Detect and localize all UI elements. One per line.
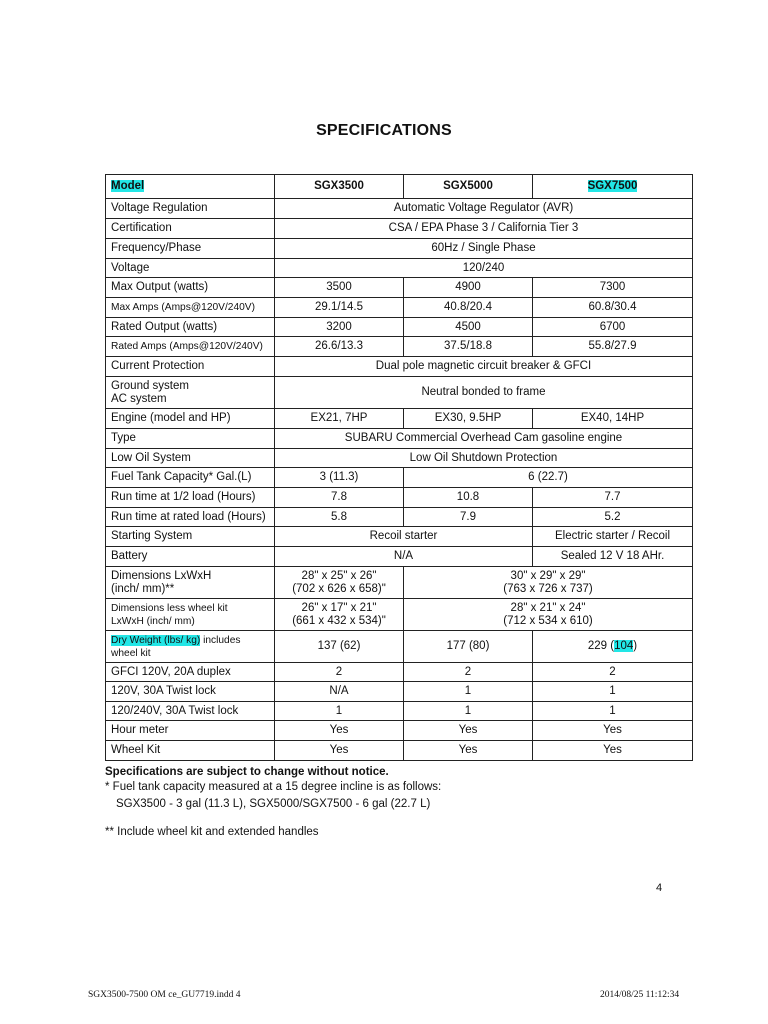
table-header-row — [106, 175, 693, 199]
row-value: Automatic Voltage Regulator (AVR) — [275, 199, 693, 219]
table-row — [106, 631, 693, 663]
row-label-line: AC system — [111, 392, 167, 405]
weight-suffix: ) — [633, 640, 638, 652]
row-value: 7300 — [533, 278, 693, 298]
row-value: 6700 — [533, 318, 693, 337]
row-value: 1 — [275, 702, 404, 721]
row-value: 137 (62) — [275, 631, 404, 663]
table-row — [106, 547, 693, 567]
row-value: Yes — [404, 741, 533, 761]
table-row — [106, 219, 693, 239]
row-value: Low Oil Shutdown Protection — [275, 449, 693, 468]
dimension-line: 30" x 29" x 29" — [510, 569, 586, 582]
row-label: Max Output (watts) — [106, 278, 275, 298]
row-label: Voltage — [106, 259, 275, 278]
row-value — [404, 567, 693, 599]
dry-weight-highlight: Dry Weight (lbs/ kg) — [111, 634, 201, 646]
row-label: Battery — [106, 547, 275, 567]
table-row — [106, 468, 693, 488]
row-value: 7.8 — [275, 488, 404, 508]
row-value: 40.8/20.4 — [404, 298, 533, 318]
row-label: GFCI 120V, 20A duplex — [106, 663, 275, 682]
row-value — [404, 599, 693, 631]
row-value: 2 — [533, 663, 693, 682]
footer-filename: SGX3500-7500 OM ce_GU7719.indd 4 — [88, 990, 241, 1000]
table-row — [106, 239, 693, 259]
page-number: 4 — [656, 882, 663, 894]
table-row — [106, 567, 693, 599]
row-value: 3500 — [275, 278, 404, 298]
fuel-note-detail: SGX3500 - 3 gal (11.3 L), SGX5000/SGX7500 - 6 gal (22.7 L) — [116, 798, 431, 810]
row-value: Yes — [533, 741, 693, 761]
row-label: Run time at rated load (Hours) — [106, 508, 275, 527]
row-label: Engine (model and HP) — [106, 409, 275, 429]
table-row — [106, 259, 693, 278]
table-row — [106, 278, 693, 298]
row-value: 1 — [404, 702, 533, 721]
row-value: 26.6/13.3 — [275, 337, 404, 357]
row-value: 7.7 — [533, 488, 693, 508]
model-sgx7500: SGX7500 — [587, 180, 638, 192]
table-row — [106, 702, 693, 721]
dimension-line: 28" x 25" x 26" — [301, 569, 377, 582]
row-value: Electric starter / Recoil — [533, 527, 693, 547]
dimension-line: (702 x 626 x 658)" — [292, 582, 386, 595]
footer-timestamp: 2014/08/25 11:12:34 — [600, 990, 680, 1000]
row-value: Neutral bonded to frame — [275, 377, 693, 409]
row-value: 60.8/30.4 — [533, 298, 693, 318]
wheel-kit-note: ** Include wheel kit and extended handles — [105, 826, 319, 838]
row-label — [106, 567, 275, 599]
model-header-label: Model — [111, 180, 145, 192]
row-label: Run time at 1/2 load (Hours) — [106, 488, 275, 508]
specifications-table — [105, 174, 693, 761]
row-label-line: LxWxH (inch/ mm) — [111, 615, 195, 627]
table-row — [106, 682, 693, 702]
row-label: Voltage Regulation — [106, 199, 275, 219]
row-value: EX30, 9.5HP — [404, 409, 533, 429]
row-label — [106, 599, 275, 631]
row-label: 120/240V, 30A Twist lock — [106, 702, 275, 721]
row-value: Yes — [275, 741, 404, 761]
row-label: Certification — [106, 219, 275, 239]
row-label: Low Oil System — [106, 449, 275, 468]
model-sgx3500: SGX3500 — [275, 175, 404, 199]
table-row — [106, 357, 693, 377]
row-label: Rated Output (watts) — [106, 318, 275, 337]
row-label: Wheel Kit — [106, 741, 275, 761]
table-row — [106, 527, 693, 547]
row-value — [533, 631, 693, 663]
row-value: 5.8 — [275, 508, 404, 527]
row-value: 29.1/14.5 — [275, 298, 404, 318]
table-row — [106, 199, 693, 219]
table-row — [106, 721, 693, 741]
row-label: Starting System — [106, 527, 275, 547]
table-row — [106, 377, 693, 409]
row-label-line: Ground system — [111, 379, 189, 392]
table-row — [106, 409, 693, 429]
row-value: 3200 — [275, 318, 404, 337]
row-value: 5.2 — [533, 508, 693, 527]
row-label-line: Dimensions LxWxH — [111, 569, 212, 582]
row-value: Dual pole magnetic circuit breaker & GFCI — [275, 357, 693, 377]
table-row — [106, 337, 693, 357]
row-value: 2 — [275, 663, 404, 682]
table-row — [106, 318, 693, 337]
table-row — [106, 663, 693, 682]
row-label-line: wheel kit — [111, 647, 151, 659]
row-label: Hour meter — [106, 721, 275, 741]
row-value: 10.8 — [404, 488, 533, 508]
dry-weight-rest: includes — [200, 634, 241, 646]
dimension-line: (661 x 432 x 534)" — [292, 614, 386, 627]
row-value: 6 (22.7) — [404, 468, 693, 488]
model-sgx7500-cell — [533, 175, 693, 199]
row-label-line: (inch/ mm)** — [111, 582, 175, 595]
row-value: 4500 — [404, 318, 533, 337]
change-notice: Specifications are subject to change without notice. — [105, 766, 389, 778]
row-label: Max Amps (Amps@120V/240V) — [106, 298, 275, 318]
dimension-line: (763 x 726 x 737) — [503, 582, 593, 595]
row-label-line — [111, 634, 269, 647]
row-label: 120V, 30A Twist lock — [106, 682, 275, 702]
dimension-line: (712 x 534 x 610) — [503, 614, 593, 627]
row-value: N/A — [275, 547, 533, 567]
table-row — [106, 488, 693, 508]
row-label — [106, 631, 275, 663]
dimension-line: 26" x 17" x 21" — [301, 601, 377, 614]
row-label: Current Protection — [106, 357, 275, 377]
table-row — [106, 599, 693, 631]
row-label — [106, 377, 275, 409]
row-value — [275, 599, 404, 631]
row-value: EX21, 7HP — [275, 409, 404, 429]
row-label-line: Dimensions less wheel kit — [111, 602, 228, 614]
row-value: 60Hz / Single Phase — [275, 239, 693, 259]
row-value: 2 — [404, 663, 533, 682]
row-value — [275, 567, 404, 599]
table-row — [106, 298, 693, 318]
table-row — [106, 741, 693, 761]
row-label: Frequency/Phase — [106, 239, 275, 259]
table-row — [106, 449, 693, 468]
table-row — [106, 429, 693, 449]
table-row — [106, 508, 693, 527]
row-value: Yes — [275, 721, 404, 741]
row-value: 120/240 — [275, 259, 693, 278]
row-value: 1 — [533, 682, 693, 702]
row-value: N/A — [275, 682, 404, 702]
row-value: 177 (80) — [404, 631, 533, 663]
row-value: 37.5/18.8 — [404, 337, 533, 357]
row-value: Sealed 12 V 18 AHr. — [533, 547, 693, 567]
weight-highlight: 104 — [614, 640, 634, 652]
row-value: 55.8/27.9 — [533, 337, 693, 357]
row-label: Rated Amps (Amps@120V/240V) — [106, 337, 275, 357]
row-value: Yes — [404, 721, 533, 741]
row-value: EX40, 14HP — [533, 409, 693, 429]
notes-section — [105, 765, 441, 840]
row-value: 1 — [533, 702, 693, 721]
page-title: SPECIFICATIONS — [316, 122, 452, 139]
row-value: 7.9 — [404, 508, 533, 527]
dimension-line: 28" x 21" x 24" — [510, 601, 586, 614]
row-value: Yes — [533, 721, 693, 741]
weight-prefix: 229 ( — [587, 640, 615, 652]
model-header-cell — [106, 175, 275, 199]
row-value: SUBARU Commercial Overhead Cam gasoline engine — [275, 429, 693, 449]
row-label: Type — [106, 429, 275, 449]
row-label: Fuel Tank Capacity* Gal.(L) — [106, 468, 275, 488]
fuel-note: * Fuel tank capacity measured at a 15 degree incline is as follows: — [105, 781, 442, 793]
row-value: Recoil starter — [275, 527, 533, 547]
model-sgx5000: SGX5000 — [404, 175, 533, 199]
row-value: 3 (11.3) — [275, 468, 404, 488]
row-value: 4900 — [404, 278, 533, 298]
row-value: CSA / EPA Phase 3 / California Tier 3 — [275, 219, 693, 239]
row-value: 1 — [404, 682, 533, 702]
